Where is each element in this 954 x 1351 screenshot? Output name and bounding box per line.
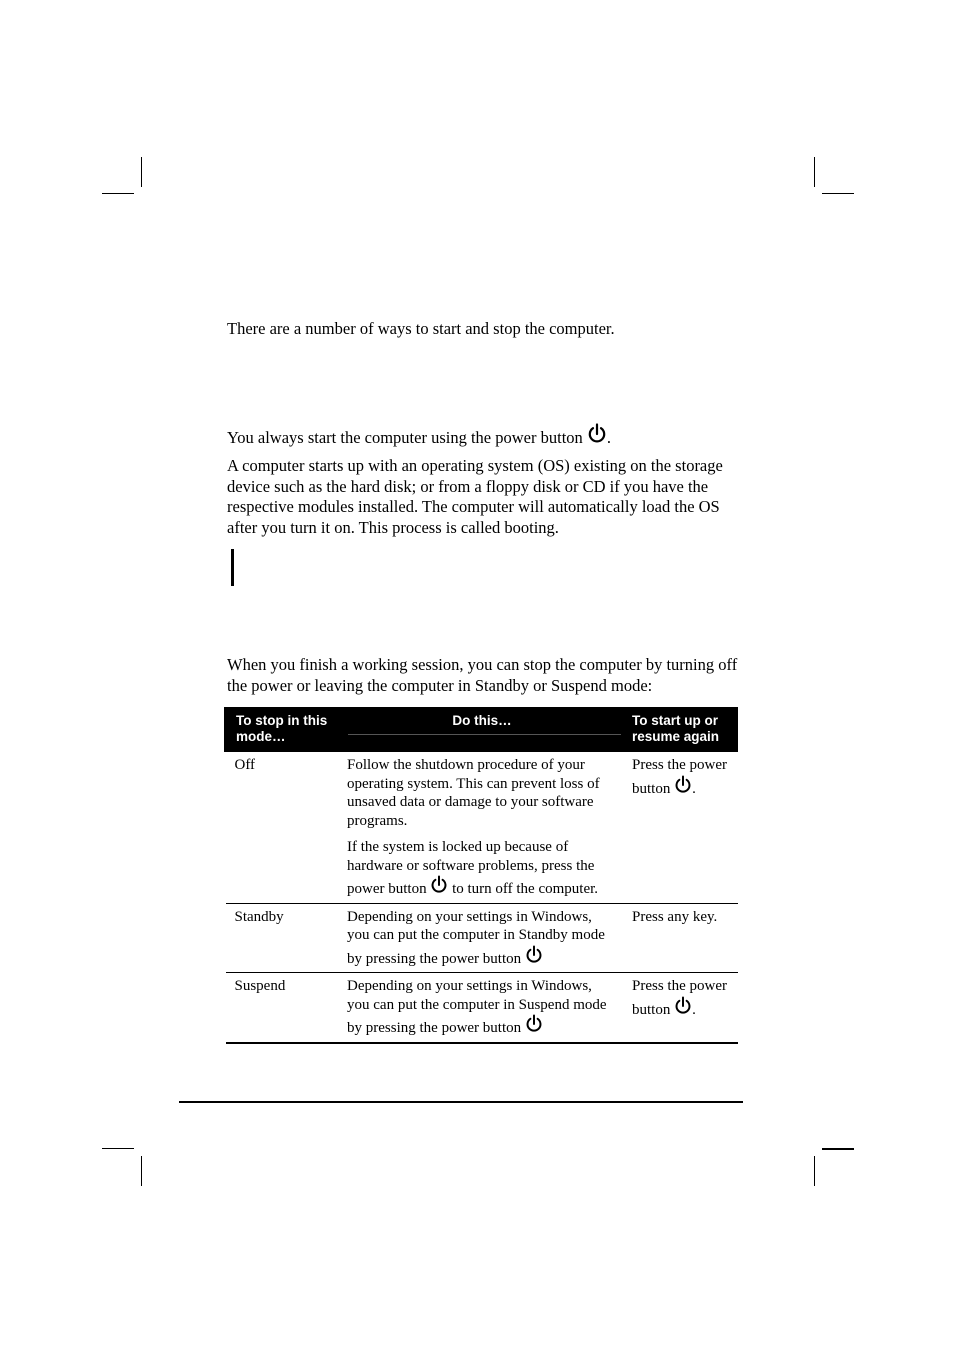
crop-mark	[814, 157, 815, 187]
resume-cell: Press any key.	[623, 903, 738, 973]
table-row	[226, 752, 739, 903]
start-text: You always start the computer using the power button .	[227, 423, 747, 449]
note-bar	[231, 549, 234, 586]
crop-mark	[822, 1148, 854, 1150]
crop-mark	[822, 193, 854, 194]
resume-cell: Press the power button .	[623, 752, 738, 903]
intro-text: There are a number of ways to start and stop the computer.	[227, 319, 615, 338]
power-icon	[674, 996, 692, 1016]
do-cell: Depending on your settings in Windows, you can put the computer in Suspend mode by pressing the power button	[338, 973, 623, 1043]
header-do-this: Do this…	[338, 707, 623, 752]
crop-mark	[102, 193, 134, 194]
header-stop-mode: To stop in this mode…	[226, 707, 339, 752]
power-icon	[525, 945, 543, 965]
crop-mark	[814, 1156, 815, 1186]
resume-cell: Press the power button .	[623, 973, 738, 1043]
crop-mark	[141, 157, 142, 187]
crop-mark	[102, 1148, 134, 1149]
power-icon	[525, 1014, 543, 1034]
crop-mark	[141, 1156, 142, 1186]
stop-text: When you finish a working session, you can stop the computer by turning off the power or leaving the computer in Standby or Suspend mode:	[227, 655, 738, 695]
power-modes-table	[224, 707, 738, 1044]
booting-text: A computer starts up with an operating system (OS) existing on the storage device such as the hard disk; or from a floppy disk or CD if you have the respective modules installed. The computer will automatically load the OS after you turn it on. This process is called booting.	[227, 456, 723, 537]
footer-rule	[179, 1101, 743, 1103]
table-row	[226, 903, 739, 973]
power-icon	[587, 423, 607, 445]
mode-cell: Standby	[226, 903, 339, 973]
mode-cell: Suspend	[226, 973, 339, 1043]
header-resume: To start up or resume again	[623, 707, 738, 752]
power-icon	[430, 875, 448, 895]
table-row	[226, 973, 739, 1043]
mode-cell: Off	[226, 752, 339, 903]
do-cell: Follow the shutdown procedure of your operating system. This can prevent loss of unsaved data or damage to your software programs. If the system is locked up because of hardware or software problems, press the power button to turn off the computer.	[338, 752, 623, 903]
do-cell: Depending on your settings in Windows, you can put the computer in Standby mode by pressing the power button	[338, 903, 623, 973]
power-icon	[674, 775, 692, 795]
